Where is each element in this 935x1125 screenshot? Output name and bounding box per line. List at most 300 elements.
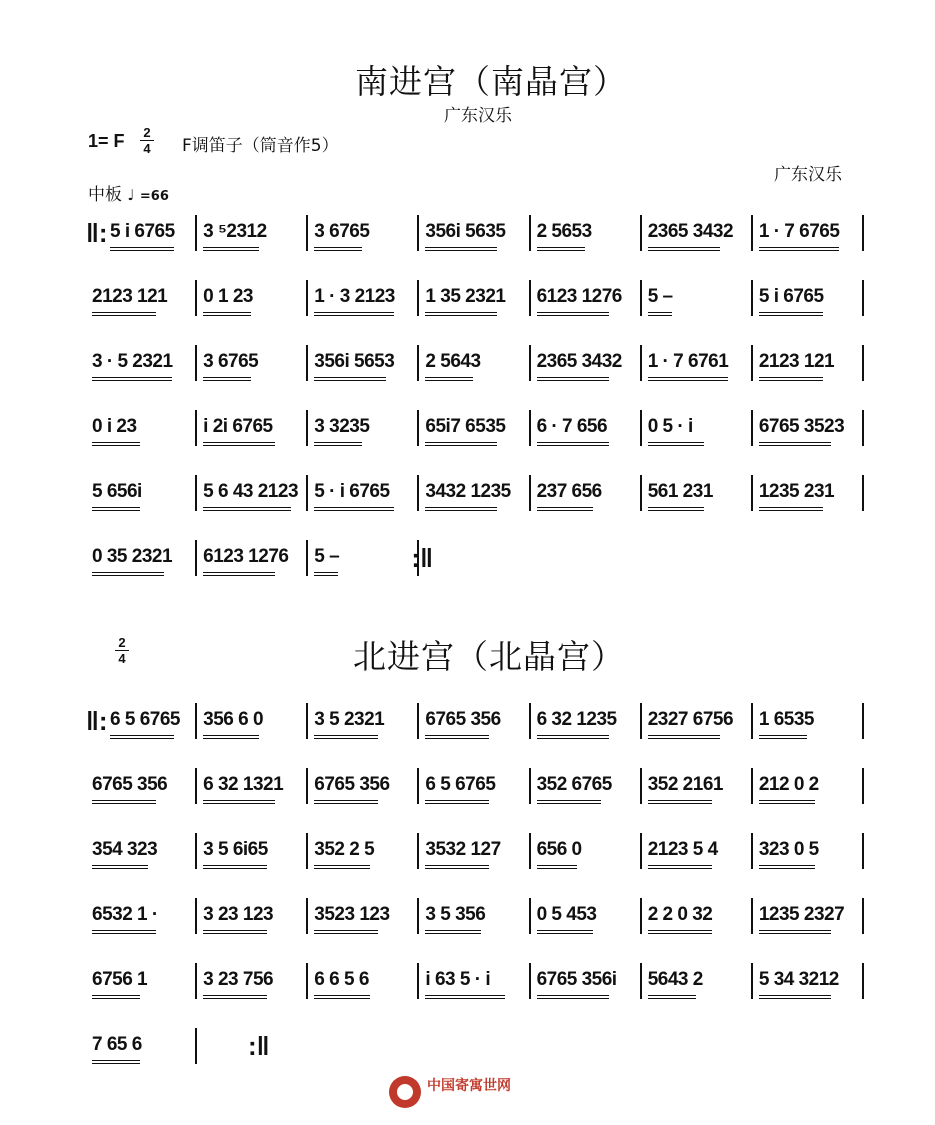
measure xyxy=(755,475,866,515)
bar-line xyxy=(306,833,308,869)
rhythm-underline xyxy=(314,868,370,869)
rhythm-underline xyxy=(759,247,839,248)
measure-notes: 3532 127 xyxy=(425,839,501,860)
bar-line xyxy=(640,215,642,251)
bar-line xyxy=(306,703,308,739)
rhythm-underline xyxy=(537,995,609,996)
measure-notes: 561 231 xyxy=(647,481,713,502)
notation-row xyxy=(88,833,866,873)
notation-row xyxy=(88,215,866,255)
bar-line xyxy=(417,963,419,999)
bar-line xyxy=(751,768,753,804)
measure-notes: 5 34 3212 xyxy=(758,969,839,990)
measure-notes: 352 2 5 xyxy=(314,839,375,860)
rhythm-underline xyxy=(203,930,267,931)
measure-notes: 6123 1276 xyxy=(536,286,622,307)
bar-line xyxy=(640,768,642,804)
rhythm-underline xyxy=(203,575,275,576)
measure-notes: 6765 356 xyxy=(425,709,501,730)
measure-notes: 6765 356i xyxy=(536,969,617,990)
tempo-text: 中板 xyxy=(88,185,122,205)
repeat-start-sign: ‖: xyxy=(86,218,108,248)
rhythm-underline xyxy=(92,998,140,999)
measure-notes: 1 · 7 6765 xyxy=(758,221,840,242)
measure-notes: 6765 356 xyxy=(92,774,168,795)
rhythm-underline xyxy=(314,738,378,739)
measure xyxy=(755,280,866,320)
measure xyxy=(88,410,199,450)
rhythm-underline xyxy=(759,250,839,251)
rhythm-underline xyxy=(648,800,712,801)
rhythm-underline xyxy=(537,868,577,869)
bar-line xyxy=(195,833,197,869)
rhythm-underline xyxy=(92,445,140,446)
rhythm-underline xyxy=(537,442,609,443)
rhythm-underline xyxy=(537,865,577,866)
rhythm-underline xyxy=(537,998,609,999)
rhythm-underline xyxy=(203,247,259,248)
measure-notes: 5 656i xyxy=(92,481,142,502)
measure-notes: i 2i 6765 xyxy=(203,416,273,437)
measure-notes: 6765 356 xyxy=(314,774,390,795)
rhythm-underline xyxy=(648,510,704,511)
rhythm-underline xyxy=(92,933,156,934)
rhythm-underline xyxy=(92,930,156,931)
notation-row xyxy=(88,898,866,938)
rhythm-underline xyxy=(648,247,720,248)
rhythm-underline xyxy=(203,445,275,446)
measure-notes: 6123 1276 xyxy=(203,546,289,567)
rhythm-underline xyxy=(648,250,720,251)
measure xyxy=(199,898,310,938)
rhythm-underline xyxy=(314,735,378,736)
rhythm-underline xyxy=(537,507,593,508)
measure xyxy=(533,215,644,255)
measure-notes: 6 · 7 656 xyxy=(536,416,608,437)
bar-line xyxy=(751,345,753,381)
rhythm-underline xyxy=(425,735,489,736)
measure-notes: 2 5653 xyxy=(536,221,592,242)
bar-line xyxy=(417,833,419,869)
measure xyxy=(310,540,421,580)
measure xyxy=(533,898,644,938)
rhythm-underline xyxy=(759,995,831,996)
measure xyxy=(106,215,199,255)
rhythm-underline xyxy=(425,865,489,866)
rhythm-underline xyxy=(92,1060,140,1061)
measure-notes: 3 5 6i65 xyxy=(203,839,268,860)
tempo-value: =66 xyxy=(139,189,169,204)
notation-row xyxy=(88,1028,866,1068)
rhythm-underline xyxy=(537,377,609,378)
rhythm-underline xyxy=(92,995,140,996)
measure-notes: 3 6765 xyxy=(203,351,259,372)
bar-line xyxy=(529,280,531,316)
bar-line xyxy=(640,833,642,869)
measure-notes: 0 1 23 xyxy=(203,286,253,307)
rhythm-underline xyxy=(537,250,585,251)
bar-line xyxy=(640,703,642,739)
bar-line xyxy=(306,475,308,511)
bar-line xyxy=(862,963,864,999)
rhythm-underline xyxy=(648,735,720,736)
measure-notes: 0 35 2321 xyxy=(92,546,173,567)
tempo-label xyxy=(88,180,169,205)
bar-line xyxy=(751,475,753,511)
measure xyxy=(199,280,310,320)
bar-line xyxy=(417,768,419,804)
bar-line xyxy=(529,475,531,511)
rhythm-underline xyxy=(92,315,156,316)
measure xyxy=(421,898,532,938)
rhythm-underline xyxy=(648,738,720,739)
bar-line xyxy=(640,280,642,316)
rhythm-underline xyxy=(425,315,497,316)
bar-line xyxy=(306,345,308,381)
rhythm-underline xyxy=(314,575,338,576)
measure xyxy=(88,345,199,385)
bar-line xyxy=(751,280,753,316)
bar-line xyxy=(529,215,531,251)
rhythm-underline xyxy=(425,995,505,996)
rhythm-underline xyxy=(537,315,609,316)
bar-line xyxy=(529,703,531,739)
time-bottom: 4 xyxy=(118,651,126,666)
measure xyxy=(644,963,755,1003)
measure-notes: 1235 2327 xyxy=(758,904,845,925)
bar-line xyxy=(417,215,419,251)
measure xyxy=(755,833,866,873)
measure xyxy=(310,345,421,385)
rhythm-underline xyxy=(314,800,378,801)
bar-line xyxy=(529,898,531,934)
measure xyxy=(88,1028,199,1068)
measure xyxy=(755,768,866,808)
bar-line xyxy=(862,345,864,381)
rhythm-underline xyxy=(648,995,696,996)
rhythm-underline xyxy=(314,933,378,934)
bar-line xyxy=(862,475,864,511)
bar-line xyxy=(195,345,197,381)
rhythm-underline xyxy=(648,315,672,316)
measure xyxy=(199,768,310,808)
rhythm-underline xyxy=(314,995,370,996)
measure-notes: 3 ⁵2312 xyxy=(203,221,267,242)
measure xyxy=(310,703,421,743)
time-top: 2 xyxy=(118,635,126,650)
time-bottom: 4 xyxy=(143,141,151,156)
rhythm-underline xyxy=(425,250,497,251)
bar-line xyxy=(195,475,197,511)
measure-notes: 3 3235 xyxy=(314,416,370,437)
rhythm-underline xyxy=(203,735,259,736)
measure-notes: i 63 5 · i xyxy=(425,969,491,990)
bar-line xyxy=(195,215,197,251)
rhythm-underline xyxy=(759,865,815,866)
rhythm-underline xyxy=(92,377,172,378)
measure xyxy=(199,345,310,385)
measure xyxy=(644,768,755,808)
measure xyxy=(755,345,866,385)
rhythm-underline xyxy=(314,247,362,248)
rhythm-underline xyxy=(314,445,362,446)
measure-notes: 1 6535 xyxy=(758,709,814,730)
bar-line xyxy=(529,963,531,999)
measure xyxy=(421,215,532,255)
rhythm-underline xyxy=(92,442,140,443)
measure xyxy=(755,410,866,450)
rhythm-underline xyxy=(425,738,489,739)
measure-notes: 2123 121 xyxy=(758,351,835,372)
rhythm-underline xyxy=(425,312,497,313)
measure xyxy=(533,410,644,450)
rhythm-underline xyxy=(203,377,251,378)
rhythm-underline xyxy=(203,995,267,996)
repeat-start-sign: ‖: xyxy=(86,706,108,736)
measure xyxy=(421,410,532,450)
rhythm-underline xyxy=(537,800,601,801)
measure xyxy=(199,833,310,873)
rhythm-underline xyxy=(648,377,728,378)
rhythm-underline xyxy=(425,998,505,999)
notation-row xyxy=(88,280,866,320)
bar-line xyxy=(640,475,642,511)
rhythm-underline xyxy=(425,247,497,248)
time-top: 2 xyxy=(143,125,151,140)
measure xyxy=(644,703,755,743)
bar-line xyxy=(195,898,197,934)
measure-notes: 3 23 123 xyxy=(203,904,274,925)
rhythm-underline xyxy=(759,868,815,869)
bar-line xyxy=(529,345,531,381)
measure xyxy=(533,475,644,515)
measure xyxy=(644,898,755,938)
rhythm-underline xyxy=(314,377,386,378)
rhythm-underline xyxy=(648,930,712,931)
bar-line xyxy=(195,410,197,446)
measure xyxy=(88,280,199,320)
rhythm-underline xyxy=(314,315,394,316)
measure-notes: 3432 1235 xyxy=(425,481,511,502)
measure-notes: 3 5 2321 xyxy=(314,709,385,730)
rhythm-underline xyxy=(759,738,807,739)
rhythm-underline xyxy=(314,998,370,999)
bar-line xyxy=(862,410,864,446)
measure xyxy=(755,898,866,938)
rhythm-underline xyxy=(203,738,259,739)
measure xyxy=(421,703,532,743)
measure xyxy=(644,280,755,320)
measure-notes: 65i7 6535 xyxy=(425,416,506,437)
measure-notes: 2 2 0 32 xyxy=(647,904,713,925)
piece2-time-signature xyxy=(115,636,129,665)
measure xyxy=(88,898,199,938)
bar-line xyxy=(417,410,419,446)
rhythm-underline xyxy=(759,930,831,931)
rhythm-underline xyxy=(759,998,831,999)
bar-line xyxy=(751,833,753,869)
measure-notes: 2327 6756 xyxy=(647,709,734,730)
quarter-note-icon: ♩ xyxy=(127,186,135,204)
measure-notes: 1235 231 xyxy=(758,481,835,502)
measure xyxy=(533,833,644,873)
measure xyxy=(310,410,421,450)
rhythm-underline xyxy=(92,1063,140,1064)
bar-line xyxy=(195,280,197,316)
measure-notes: 323 0 5 xyxy=(758,839,819,860)
measure-notes: 5 · i 6765 xyxy=(314,481,390,502)
rhythm-underline xyxy=(537,803,601,804)
bar-line xyxy=(640,345,642,381)
rhythm-underline xyxy=(537,738,609,739)
measure xyxy=(88,540,199,580)
measure-notes: 2365 3432 xyxy=(536,351,622,372)
measure xyxy=(310,898,421,938)
repeat-end-sign: :‖ xyxy=(411,543,434,573)
bar-line xyxy=(529,833,531,869)
bar-line xyxy=(306,280,308,316)
rhythm-underline xyxy=(92,572,164,573)
measure xyxy=(199,540,310,580)
measure xyxy=(310,833,421,873)
measure xyxy=(199,410,310,450)
measure-notes: 6532 1 · xyxy=(92,904,158,925)
rhythm-underline xyxy=(314,442,362,443)
instrument-note: F调笛子（筒音作5） xyxy=(182,136,339,156)
rhythm-underline xyxy=(759,315,823,316)
rhythm-underline xyxy=(203,312,251,313)
rhythm-underline xyxy=(203,865,267,866)
measure-notes: 0 5 · i xyxy=(647,416,693,437)
notation-row xyxy=(88,963,866,1003)
measure xyxy=(644,475,755,515)
bar-line xyxy=(195,768,197,804)
measure-notes: 3 5 356 xyxy=(425,904,486,925)
rhythm-underline xyxy=(203,800,275,801)
rhythm-underline xyxy=(92,510,140,511)
rhythm-underline xyxy=(537,930,593,931)
rhythm-underline xyxy=(110,738,174,739)
bar-line xyxy=(751,703,753,739)
bar-line xyxy=(417,280,419,316)
measure xyxy=(88,475,199,515)
rhythm-underline xyxy=(314,312,394,313)
rhythm-underline xyxy=(648,868,712,869)
rhythm-underline xyxy=(648,312,672,313)
rhythm-underline xyxy=(425,930,481,931)
measure-notes: 356 6 0 xyxy=(203,709,264,730)
rhythm-underline xyxy=(314,250,362,251)
measure-notes: 212 0 2 xyxy=(758,774,819,795)
bar-line xyxy=(751,215,753,251)
rhythm-underline xyxy=(759,442,831,443)
notation-row xyxy=(88,540,866,580)
rhythm-underline xyxy=(92,507,140,508)
measure xyxy=(199,703,310,743)
time-signature xyxy=(140,126,154,155)
rhythm-underline xyxy=(425,803,489,804)
notation-row xyxy=(88,345,866,385)
measure xyxy=(421,345,532,385)
rhythm-underline xyxy=(648,442,704,443)
bar-line xyxy=(195,540,197,576)
rhythm-underline xyxy=(203,315,251,316)
measure-notes: 237 656 xyxy=(536,481,602,502)
rhythm-underline xyxy=(425,442,497,443)
measure-notes: 2 5643 xyxy=(425,351,481,372)
rhythm-underline xyxy=(110,247,174,248)
measure-notes: 3 · 5 2321 xyxy=(92,351,173,372)
attribution: 广东汉乐 xyxy=(774,165,842,185)
measure-notes: 1 · 3 2123 xyxy=(314,286,395,307)
measure-notes: 5 i 6765 xyxy=(110,221,175,242)
rhythm-underline xyxy=(425,510,497,511)
measure-notes: 0 5 453 xyxy=(536,904,597,925)
rhythm-underline xyxy=(537,247,585,248)
measure xyxy=(644,410,755,450)
measure-notes: 1 35 2321 xyxy=(425,286,506,307)
measure xyxy=(533,703,644,743)
bar-line xyxy=(417,898,419,934)
bar-line xyxy=(306,215,308,251)
bar-line xyxy=(195,1028,197,1064)
measure xyxy=(88,833,199,873)
bar-line xyxy=(529,410,531,446)
rhythm-underline xyxy=(425,380,473,381)
bar-line xyxy=(417,475,419,511)
bar-line xyxy=(862,833,864,869)
rhythm-underline xyxy=(110,735,174,736)
measure xyxy=(310,768,421,808)
rhythm-underline xyxy=(92,312,156,313)
rhythm-underline xyxy=(425,507,497,508)
bar-line xyxy=(751,410,753,446)
measure-notes: 356i 5653 xyxy=(314,351,395,372)
rhythm-underline xyxy=(537,510,593,511)
measure-notes: 352 6765 xyxy=(536,774,612,795)
measure xyxy=(421,475,532,515)
rhythm-underline xyxy=(425,377,473,378)
rhythm-underline xyxy=(425,868,489,869)
bar-line xyxy=(306,540,308,576)
bar-line xyxy=(417,345,419,381)
rhythm-underline xyxy=(203,998,267,999)
rhythm-underline xyxy=(759,507,823,508)
measure xyxy=(199,963,310,1003)
rhythm-underline xyxy=(425,933,481,934)
rhythm-underline xyxy=(648,998,696,999)
bar-line xyxy=(862,898,864,934)
rhythm-underline xyxy=(425,800,489,801)
rhythm-underline xyxy=(759,803,815,804)
bar-line xyxy=(862,768,864,804)
measure-notes: 6756 1 xyxy=(92,969,148,990)
measure xyxy=(533,345,644,385)
rhythm-underline xyxy=(203,442,275,443)
measure xyxy=(421,963,532,1003)
measure xyxy=(199,475,310,515)
rhythm-underline xyxy=(314,572,338,573)
measure xyxy=(421,833,532,873)
measure xyxy=(755,215,866,255)
rhythm-underline xyxy=(203,868,267,869)
measure-notes: 5 i 6765 xyxy=(758,286,824,307)
rhythm-underline xyxy=(314,380,386,381)
rhythm-underline xyxy=(759,933,831,934)
measure-notes: 656 0 xyxy=(536,839,582,860)
rhythm-underline xyxy=(648,803,712,804)
measure-notes: 6 6 5 6 xyxy=(314,969,369,990)
